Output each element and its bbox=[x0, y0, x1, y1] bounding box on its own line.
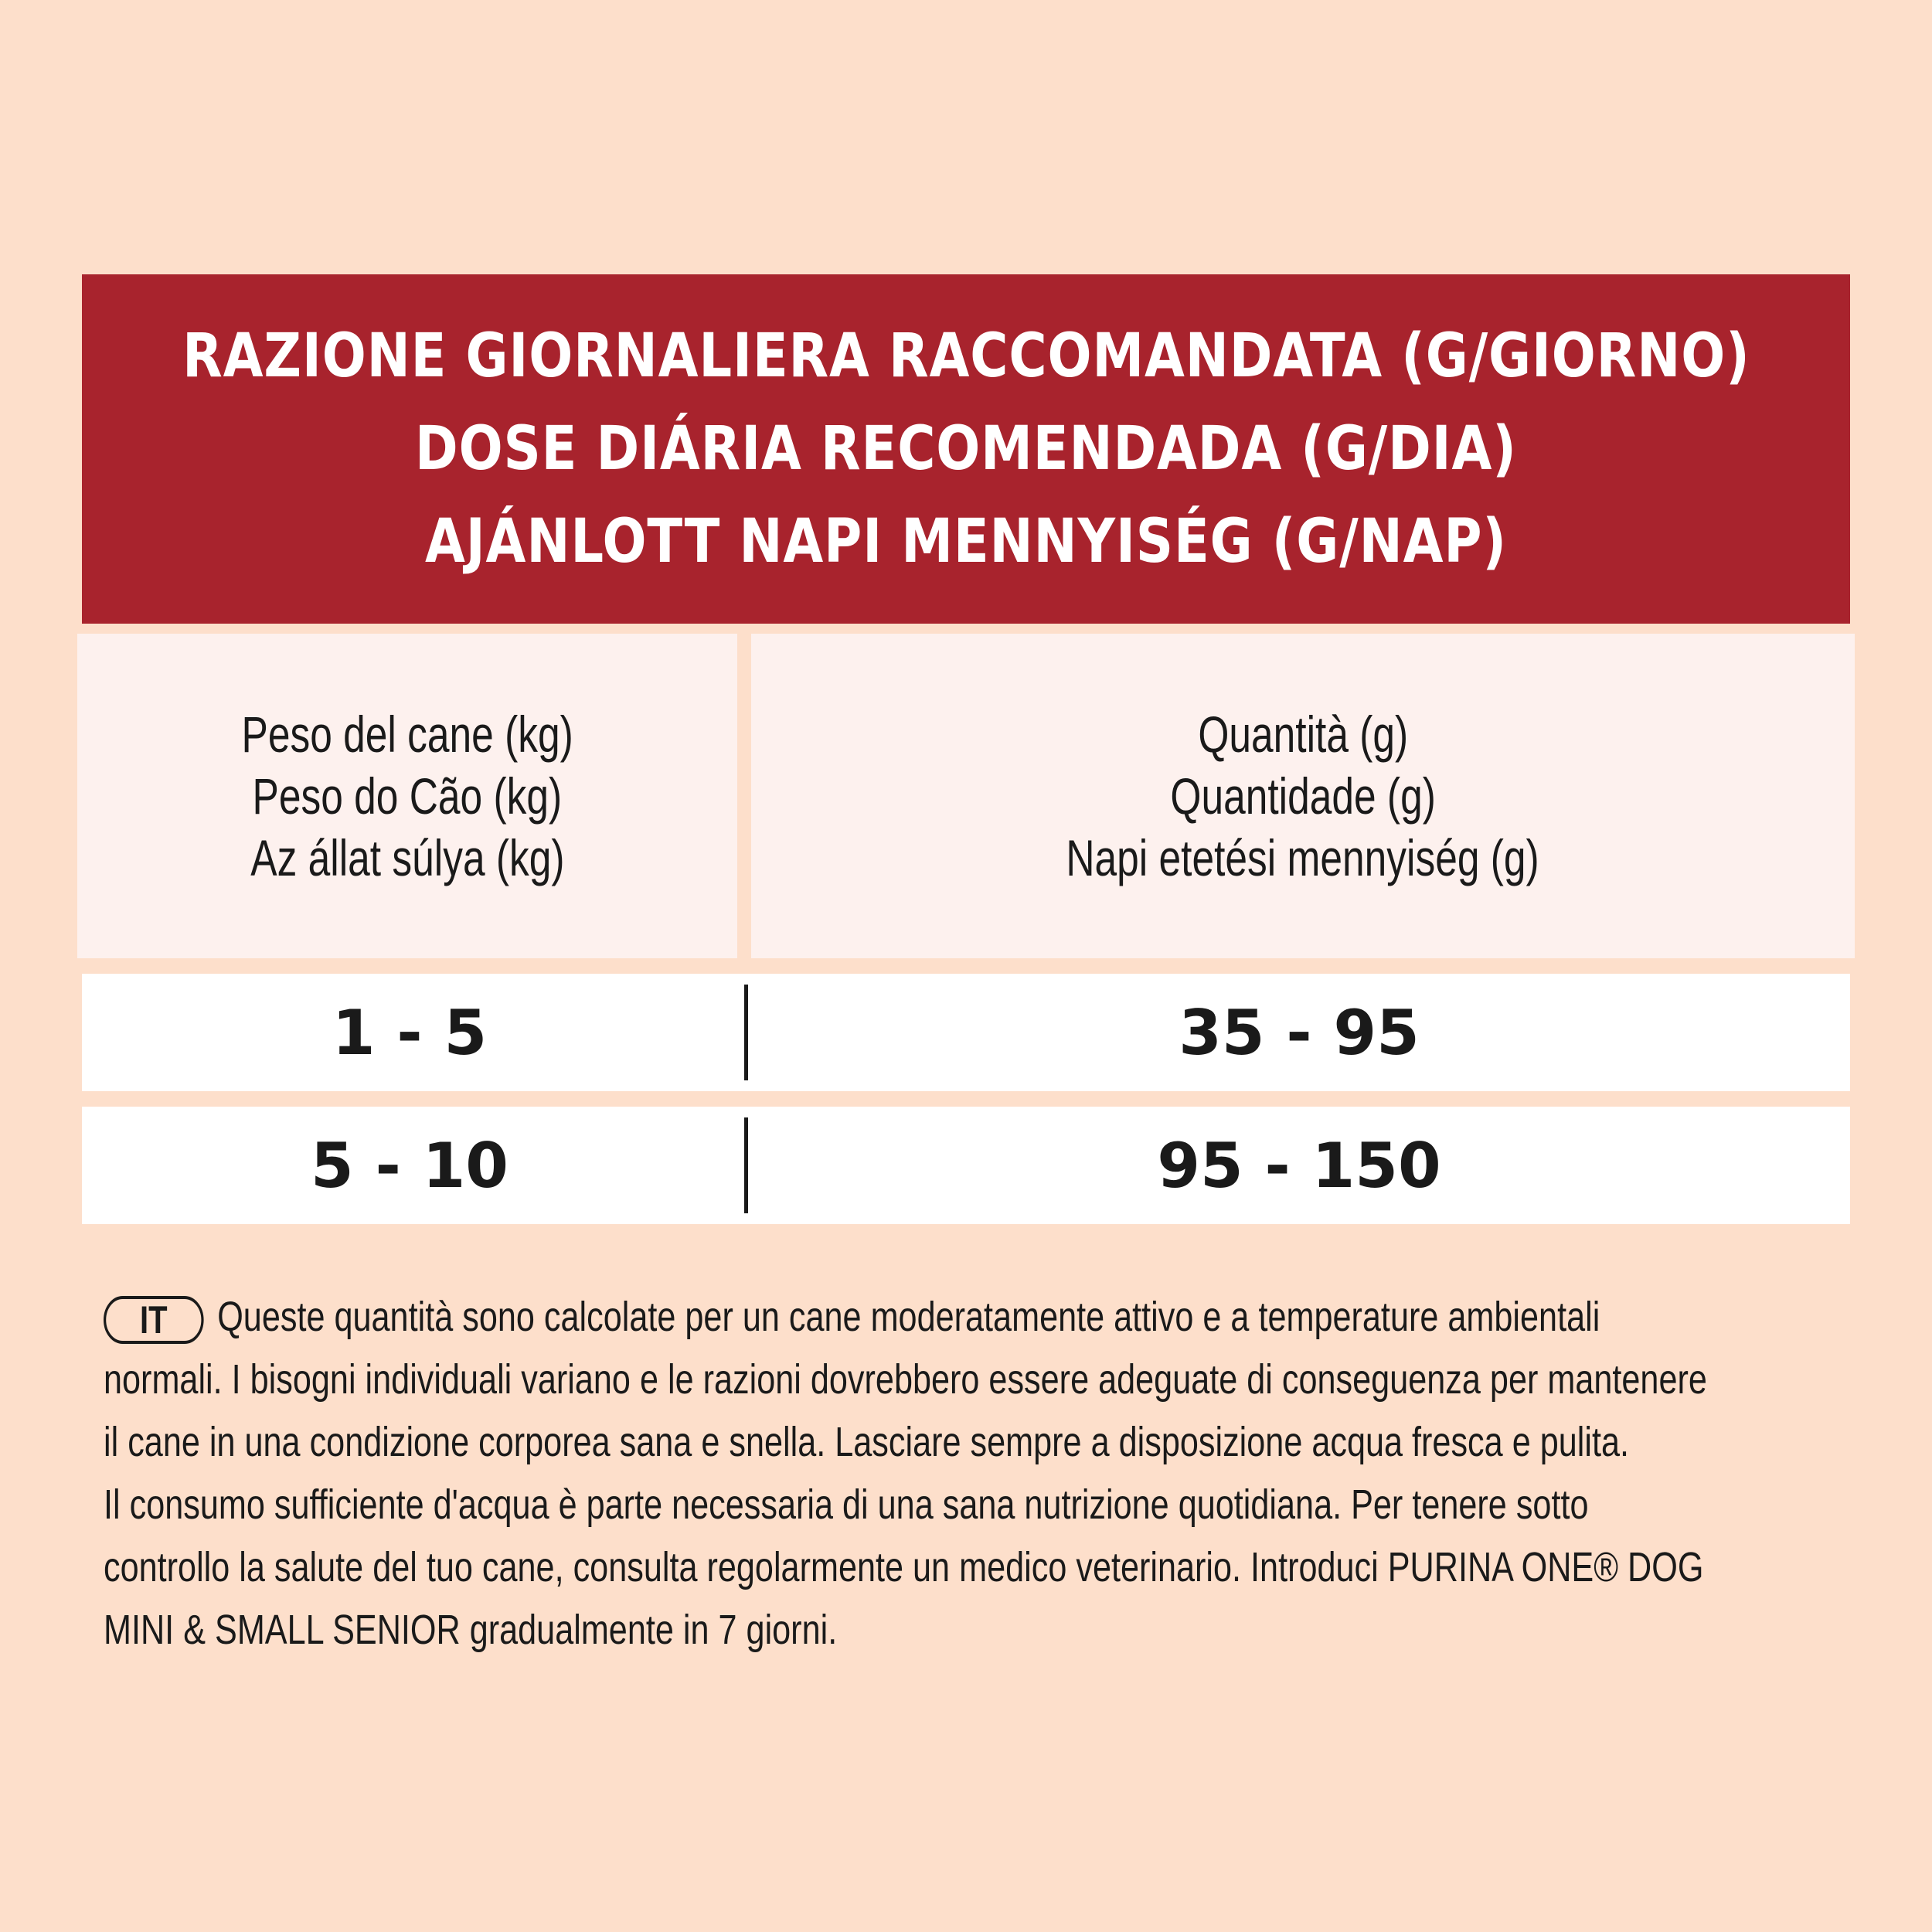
title-line-italian: RAZIONE GIORNALIERA RACCOMANDATA (G/GIORNO) bbox=[182, 321, 1750, 391]
quantity-column-header bbox=[751, 634, 1855, 958]
title-line-portuguese: DOSE DIÁRIA RECOMENDADA (G/DIA) bbox=[415, 414, 1517, 484]
table-row bbox=[82, 1107, 1850, 1224]
notice-line: Il consumo sufficiente d'acqua è parte necessaria di una sana nutrizione quotidiana. Per tenere sotto bbox=[104, 1481, 1589, 1528]
notice-line-text: Queste quantità sono calcolate per un cane moderatamente attivo e a temperature ambientali bbox=[217, 1294, 1600, 1340]
weight-column-header bbox=[77, 634, 737, 958]
notice-line bbox=[104, 1286, 1600, 1349]
language-badge: IT bbox=[104, 1296, 204, 1344]
table-row bbox=[82, 974, 1850, 1091]
notice-line: il cane in una condizione corporea sana e snella. Lasciare sempre a disposizione acqua fresca e pulita. bbox=[104, 1419, 1629, 1465]
weight-cell: 5 - 10 bbox=[311, 1129, 509, 1202]
quantity-cell: 35 - 95 bbox=[1179, 996, 1420, 1069]
title-line-hungarian: AJÁNLOTT NAPI MENNYISÉG (G/NAP) bbox=[425, 507, 1507, 577]
notice-line: controllo la salute del tuo cane, consulta regolarmente un medico veterinario. Introduci PURINA ONE® DOG bbox=[104, 1544, 1704, 1590]
notice-line: MINI & SMALL SENIOR gradualmente in 7 giorni. bbox=[104, 1607, 838, 1653]
weight-header-hungarian: Az állat súlya (kg) bbox=[250, 829, 565, 886]
weight-header-italian: Peso del cane (kg) bbox=[241, 706, 573, 763]
weight-header-portuguese: Peso do Cão (kg) bbox=[252, 767, 563, 825]
quantity-header-hungarian: Napi etetési mennyiség (g) bbox=[1066, 829, 1540, 886]
feeding-notice-text bbox=[104, 1286, 1835, 1662]
feeding-guide-title-banner bbox=[82, 274, 1850, 624]
notice-line: normali. I bisogni individuali variano e le razioni dovrebbero essere adeguate di conseguenza per mantenere bbox=[104, 1356, 1707, 1403]
quantity-cell: 95 - 150 bbox=[1157, 1129, 1441, 1202]
quantity-header-italian: Quantità (g) bbox=[1198, 706, 1408, 763]
quantity-header-portuguese: Quantidade (g) bbox=[1170, 767, 1436, 825]
weight-cell: 1 - 5 bbox=[332, 996, 488, 1069]
